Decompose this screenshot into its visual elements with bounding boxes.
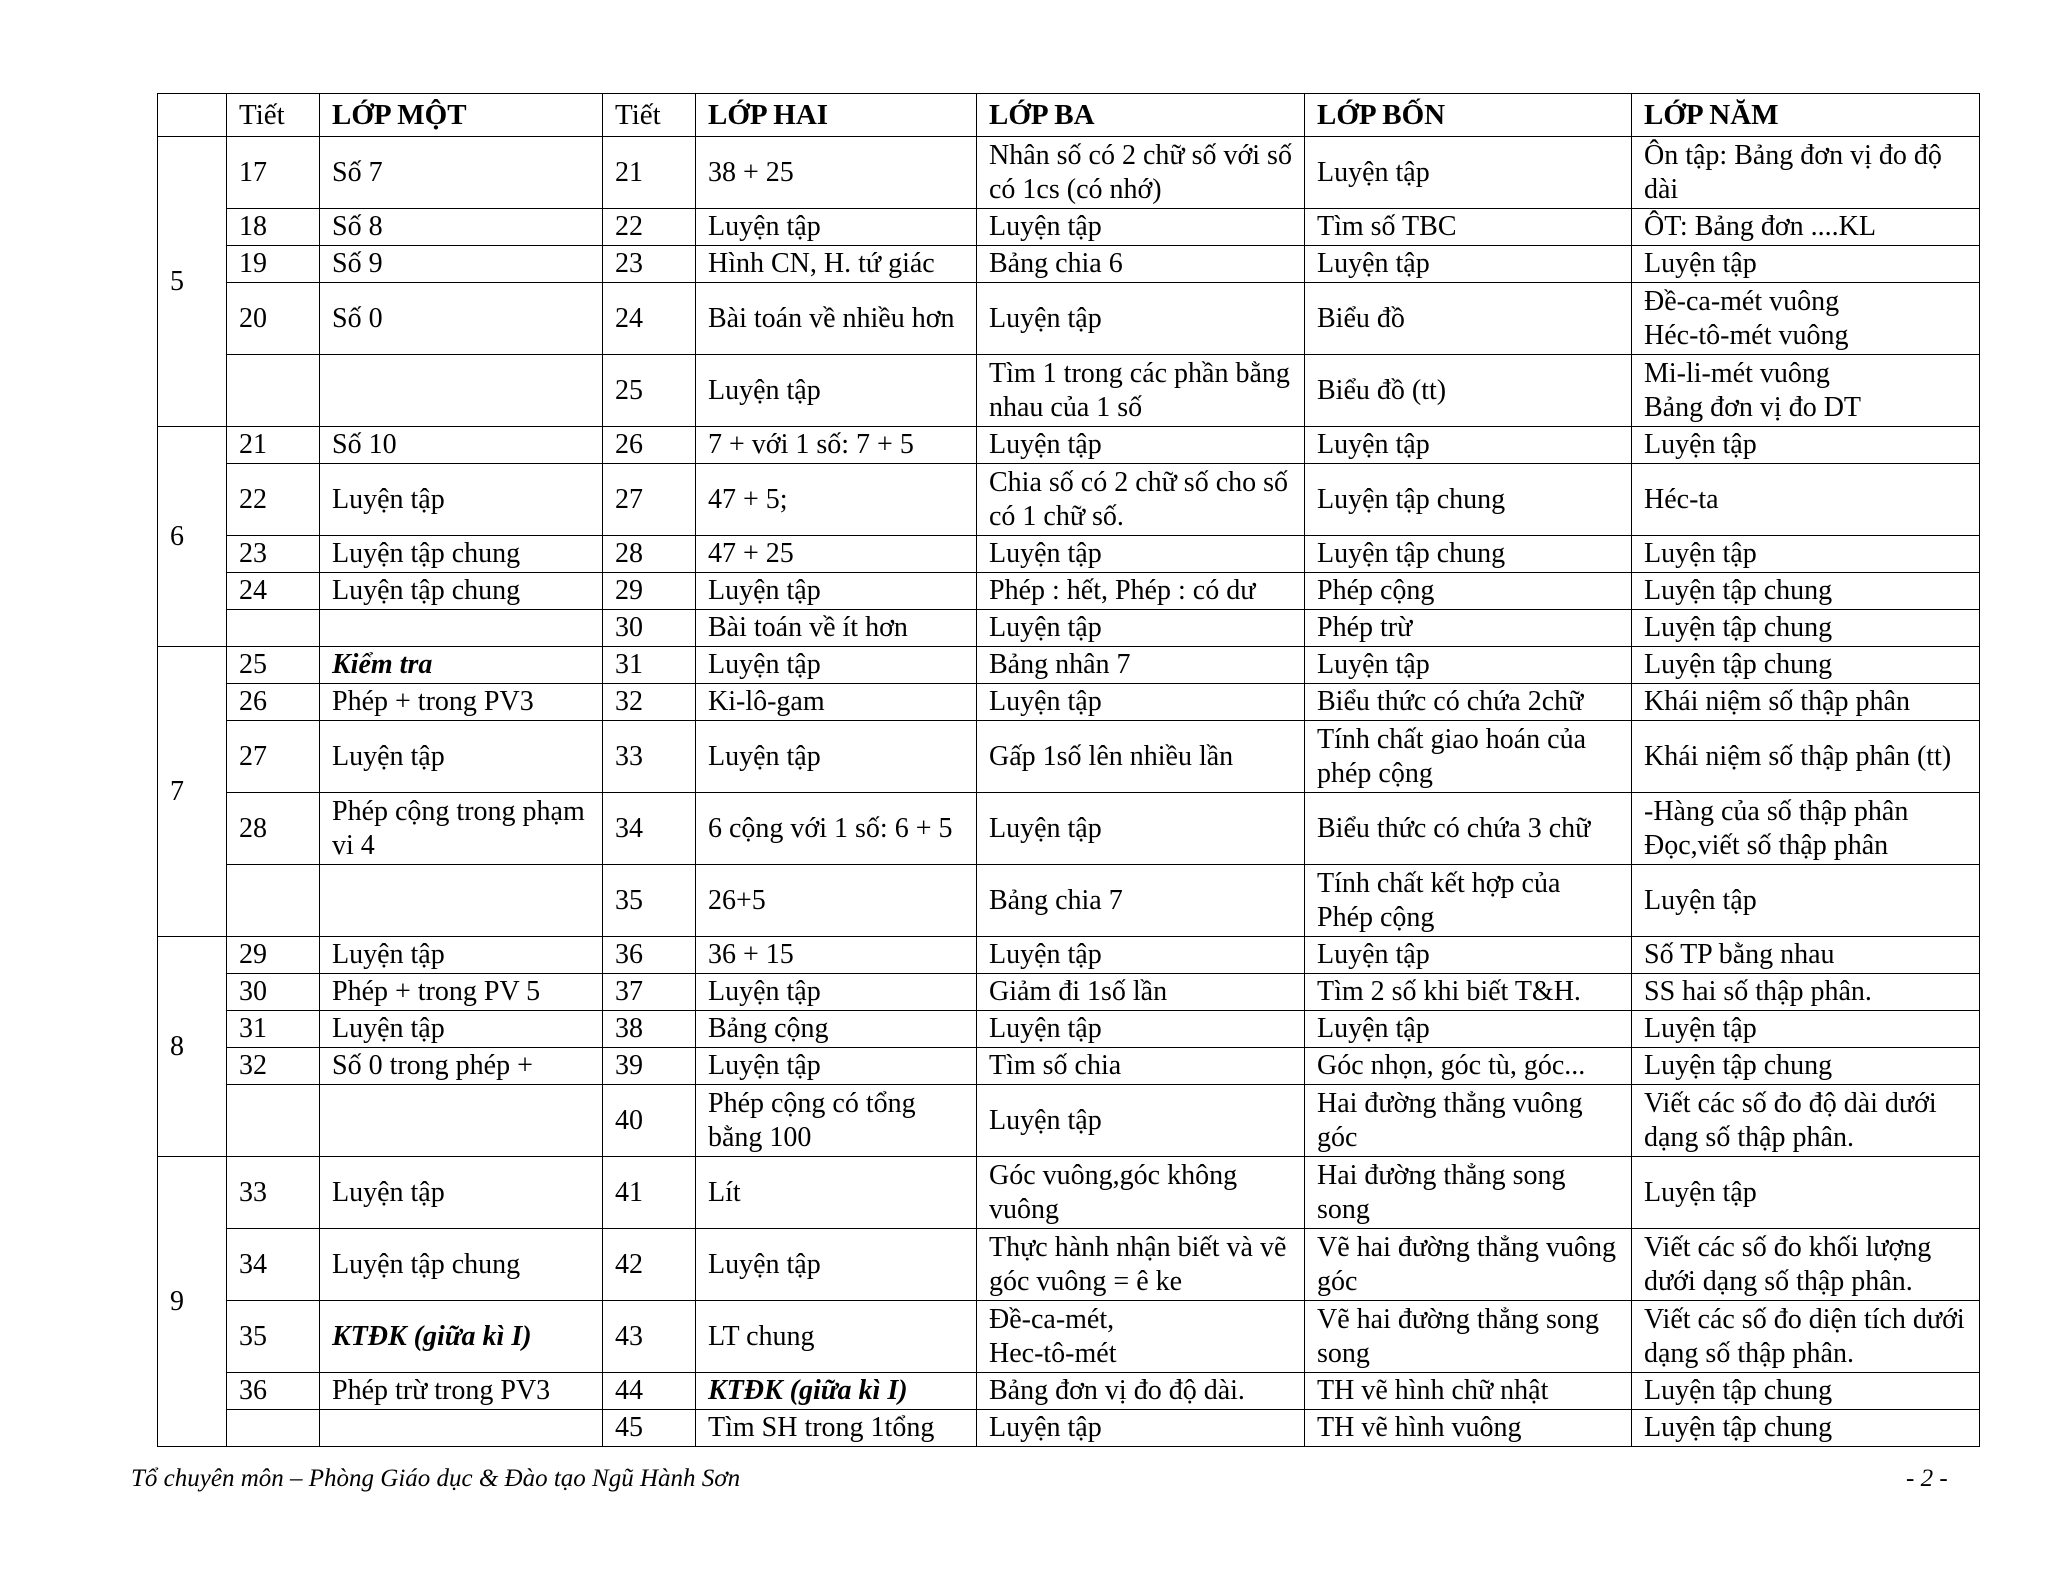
lesson-grade-1: Số 8 [320, 209, 603, 246]
lesson-grade-1 [320, 1085, 603, 1157]
week-number: 7 [158, 647, 227, 937]
period-grade-1: 19 [227, 246, 320, 283]
period-grade-1: 24 [227, 573, 320, 610]
lesson-grade-5: ÔT: Bảng đơn ....KL [1632, 209, 1980, 246]
header-period-1: Tiết [227, 94, 320, 137]
lesson-grade-5: Luyện tập chung [1632, 1048, 1980, 1085]
period-grade-2: 32 [603, 684, 696, 721]
lesson-grade-2: Bài toán về ít hơn [696, 610, 977, 647]
lesson-grade-2: Phép cộng có tổng bằng 100 [696, 1085, 977, 1157]
period-grade-1: 34 [227, 1229, 320, 1301]
lesson-grade-1 [320, 1410, 603, 1447]
table-row [158, 721, 1980, 793]
lesson-grade-1: Luyện tập chung [320, 1229, 603, 1301]
header-grade-3: LỚP BA [977, 94, 1305, 137]
period-grade-1: 28 [227, 793, 320, 865]
lesson-grade-4: Biểu đồ [1305, 283, 1632, 355]
table-row [158, 1157, 1980, 1229]
lesson-grade-1: Phép + trong PV3 [320, 684, 603, 721]
lesson-grade-4: Phép cộng [1305, 573, 1632, 610]
lesson-grade-3: Tìm số chia [977, 1048, 1305, 1085]
table-row [158, 647, 1980, 684]
period-grade-1: 26 [227, 684, 320, 721]
lesson-grade-3: Bảng nhân 7 [977, 647, 1305, 684]
lesson-grade-4: Luyện tập chung [1305, 536, 1632, 573]
lesson-grade-2: 36 + 15 [696, 937, 977, 974]
lesson-grade-3: Luyện tập [977, 610, 1305, 647]
table-row [158, 283, 1980, 355]
period-grade-1: 22 [227, 464, 320, 536]
period-grade-2: 36 [603, 937, 696, 974]
lesson-grade-4: Luyện tập [1305, 937, 1632, 974]
period-grade-2: 24 [603, 283, 696, 355]
lesson-grade-5: -Hàng của số thập phân Đọc,viết số thập phân [1632, 793, 1980, 865]
lesson-grade-4: Phép trừ [1305, 610, 1632, 647]
lesson-grade-1: Số 10 [320, 427, 603, 464]
lesson-grade-3: Luyện tập [977, 1085, 1305, 1157]
period-grade-2: 44 [603, 1373, 696, 1410]
table-row [158, 1373, 1980, 1410]
lesson-grade-5: Ôn tập: Bảng đơn vị đo độ dài [1632, 137, 1980, 209]
lesson-grade-1: Phép trừ trong PV3 [320, 1373, 603, 1410]
lesson-grade-3: Luyện tập [977, 536, 1305, 573]
period-grade-2: 34 [603, 793, 696, 865]
lesson-grade-2: LT chung [696, 1301, 977, 1373]
lesson-grade-2: Hình CN, H. tứ giác [696, 246, 977, 283]
lesson-grade-5: Mi-li-mét vuông Bảng đơn vị đo DT [1632, 355, 1980, 427]
lesson-grade-1: Luyện tập [320, 937, 603, 974]
period-grade-1: 33 [227, 1157, 320, 1229]
lesson-grade-5: Luyện tập [1632, 536, 1980, 573]
lesson-grade-3: Giảm đi 1số lần [977, 974, 1305, 1011]
lesson-grade-3: Gấp 1số lên nhiều lần [977, 721, 1305, 793]
lesson-grade-3: Nhân số có 2 chữ số với số có 1cs (có nhớ) [977, 137, 1305, 209]
lesson-grade-5: Luyện tập [1632, 246, 1980, 283]
header-period-2: Tiết [603, 94, 696, 137]
table-row [158, 137, 1980, 209]
lesson-grade-4: Góc nhọn, góc tù, góc... [1305, 1048, 1632, 1085]
lesson-grade-4: Tính chất kết hợp của Phép cộng [1305, 865, 1632, 937]
period-grade-1 [227, 865, 320, 937]
period-grade-1 [227, 355, 320, 427]
lesson-grade-4: Vẽ hai đường thẳng vuông góc [1305, 1229, 1632, 1301]
lesson-grade-3: Luyện tập [977, 209, 1305, 246]
lesson-grade-2: Luyện tập [696, 647, 977, 684]
lesson-grade-3: Bảng đơn vị đo độ dài. [977, 1373, 1305, 1410]
week-number: 6 [158, 427, 227, 647]
lesson-grade-1: Luyện tập [320, 721, 603, 793]
lesson-grade-4: Vẽ hai đường thẳng song song [1305, 1301, 1632, 1373]
table-row [158, 464, 1980, 536]
period-grade-1: 27 [227, 721, 320, 793]
lesson-grade-1: Luyện tập chung [320, 573, 603, 610]
period-grade-2: 37 [603, 974, 696, 1011]
lesson-grade-2: Tìm SH trong 1tổng [696, 1410, 977, 1447]
lesson-grade-2: Luyện tập [696, 974, 977, 1011]
lesson-grade-4: TH vẽ hình vuông [1305, 1410, 1632, 1447]
lesson-grade-5: Luyện tập chung [1632, 1373, 1980, 1410]
lesson-grade-4: Tìm số TBC [1305, 209, 1632, 246]
period-grade-2: 22 [603, 209, 696, 246]
lesson-grade-1: Luyện tập [320, 1157, 603, 1229]
lesson-grade-3: Đề-ca-mét, Hec-tô-mét [977, 1301, 1305, 1373]
lesson-grade-2: KTĐK (giữa kì I) [696, 1373, 977, 1410]
period-grade-2: 25 [603, 355, 696, 427]
lesson-grade-1: Luyện tập [320, 464, 603, 536]
lesson-grade-3: Thực hành nhận biết và vẽ góc vuông = ê ke [977, 1229, 1305, 1301]
period-grade-2: 28 [603, 536, 696, 573]
period-grade-1: 21 [227, 427, 320, 464]
header-row [158, 94, 1980, 137]
week-number: 9 [158, 1157, 227, 1447]
period-grade-1: 17 [227, 137, 320, 209]
period-grade-2: 40 [603, 1085, 696, 1157]
lesson-grade-4: Luyện tập [1305, 647, 1632, 684]
period-grade-2: 35 [603, 865, 696, 937]
lesson-grade-3: Luyện tập [977, 1011, 1305, 1048]
lesson-grade-1: Phép cộng trong phạm vi 4 [320, 793, 603, 865]
period-grade-2: 21 [603, 137, 696, 209]
lesson-grade-3: Luyện tập [977, 793, 1305, 865]
lesson-grade-5: Luyện tập [1632, 1157, 1980, 1229]
lesson-grade-2: Luyện tập [696, 1048, 977, 1085]
lesson-grade-2: 38 + 25 [696, 137, 977, 209]
period-grade-2: 31 [603, 647, 696, 684]
lesson-grade-5: Luyện tập chung [1632, 573, 1980, 610]
header-grade-2: LỚP HAI [696, 94, 977, 137]
table-row [158, 1085, 1980, 1157]
lesson-grade-3: Chia số có 2 chữ số cho số có 1 chữ số. [977, 464, 1305, 536]
table-body [158, 137, 1980, 1447]
lesson-grade-1: Số 7 [320, 137, 603, 209]
lesson-grade-4: Tính chất giao hoán của phép cộng [1305, 721, 1632, 793]
lesson-grade-3: Phép : hết, Phép : có dư [977, 573, 1305, 610]
lesson-grade-4: TH vẽ hình chữ nhật [1305, 1373, 1632, 1410]
lesson-grade-2: Luyện tập [696, 209, 977, 246]
period-grade-2: 43 [603, 1301, 696, 1373]
lesson-grade-1: Kiểm tra [320, 647, 603, 684]
lesson-grade-5: Luyện tập [1632, 865, 1980, 937]
period-grade-2: 39 [603, 1048, 696, 1085]
footer-page-number: - 2 - [1906, 1465, 1948, 1492]
lesson-grade-5: Viết các số đo độ dài dưới dạng số thập phân. [1632, 1085, 1980, 1157]
lesson-grade-5: Viết các số đo diện tích dưới dạng số thập phân. [1632, 1301, 1980, 1373]
table-row [158, 427, 1980, 464]
lesson-grade-5: Đề-ca-mét vuông Héc-tô-mét vuông [1632, 283, 1980, 355]
period-grade-1: 35 [227, 1301, 320, 1373]
table-row [158, 610, 1980, 647]
lesson-grade-3: Tìm 1 trong các phần bằng nhau của 1 số [977, 355, 1305, 427]
lesson-grade-2: Luyện tập [696, 355, 977, 427]
period-grade-1: 25 [227, 647, 320, 684]
period-grade-1 [227, 1410, 320, 1447]
header-grade-5: LỚP NĂM [1632, 94, 1980, 137]
lesson-grade-4: Luyện tập [1305, 427, 1632, 464]
lesson-grade-3: Bảng chia 6 [977, 246, 1305, 283]
footer-department: Tổ chuyên môn – Phòng Giáo dục & Đào tạo Ngũ Hành Sơn [131, 1465, 741, 1492]
lesson-grade-2: Lít [696, 1157, 977, 1229]
lesson-grade-1: KTĐK (giữa kì I) [320, 1301, 603, 1373]
header-grade-4: LỚP BỐN [1305, 94, 1632, 137]
lesson-grade-1: Số 0 [320, 283, 603, 355]
lesson-grade-2: 47 + 25 [696, 536, 977, 573]
lesson-grade-2: Ki-lô-gam [696, 684, 977, 721]
table-row [158, 793, 1980, 865]
table-row [158, 355, 1980, 427]
period-grade-2: 29 [603, 573, 696, 610]
lesson-grade-5: Viết các số đo khối lượng dưới dạng số thập phân. [1632, 1229, 1980, 1301]
lesson-grade-1 [320, 865, 603, 937]
table-row [158, 246, 1980, 283]
period-grade-1: 29 [227, 937, 320, 974]
table-row [158, 1011, 1980, 1048]
lesson-grade-5: Khái niệm số thập phân (tt) [1632, 721, 1980, 793]
lesson-grade-3: Luyện tập [977, 937, 1305, 974]
table-row [158, 937, 1980, 974]
period-grade-1 [227, 1085, 320, 1157]
week-number: 8 [158, 937, 227, 1157]
lesson-grade-1 [320, 355, 603, 427]
lesson-grade-5: Luyện tập [1632, 427, 1980, 464]
lesson-grade-3: Luyện tập [977, 283, 1305, 355]
curriculum-table [157, 93, 1980, 1447]
period-grade-1: 18 [227, 209, 320, 246]
period-grade-2: 38 [603, 1011, 696, 1048]
lesson-grade-2: 6 cộng với 1 số: 6 + 5 [696, 793, 977, 865]
period-grade-2: 41 [603, 1157, 696, 1229]
lesson-grade-5: SS hai số thập phân. [1632, 974, 1980, 1011]
table-row [158, 536, 1980, 573]
lesson-grade-4: Luyện tập [1305, 137, 1632, 209]
period-grade-1: 36 [227, 1373, 320, 1410]
lesson-grade-3: Luyện tập [977, 684, 1305, 721]
lesson-grade-5: Héc-ta [1632, 464, 1980, 536]
lesson-grade-2: Bài toán về nhiều hơn [696, 283, 977, 355]
lesson-grade-5: Luyện tập chung [1632, 610, 1980, 647]
period-grade-2: 26 [603, 427, 696, 464]
lesson-grade-2: Bảng cộng [696, 1011, 977, 1048]
lesson-grade-1: Số 0 trong phép + [320, 1048, 603, 1085]
table-row [158, 974, 1980, 1011]
period-grade-2: 33 [603, 721, 696, 793]
lesson-grade-4: Biểu thức có chứa 2chữ [1305, 684, 1632, 721]
lesson-grade-4: Hai đường thẳng song song [1305, 1157, 1632, 1229]
lesson-grade-3: Góc vuông,góc không vuông [977, 1157, 1305, 1229]
period-grade-1: 31 [227, 1011, 320, 1048]
lesson-grade-1 [320, 610, 603, 647]
period-grade-1: 30 [227, 974, 320, 1011]
lesson-grade-4: Tìm 2 số khi biết T&H. [1305, 974, 1632, 1011]
lesson-grade-4: Biểu thức có chứa 3 chữ [1305, 793, 1632, 865]
table-row [158, 684, 1980, 721]
lesson-grade-5: Luyện tập chung [1632, 647, 1980, 684]
period-grade-2: 30 [603, 610, 696, 647]
lesson-grade-4: Luyện tập [1305, 1011, 1632, 1048]
lesson-grade-2: 26+5 [696, 865, 977, 937]
period-grade-2: 42 [603, 1229, 696, 1301]
period-grade-2: 23 [603, 246, 696, 283]
lesson-grade-4: Luyện tập [1305, 246, 1632, 283]
lesson-grade-1: Luyện tập chung [320, 536, 603, 573]
period-grade-1: 23 [227, 536, 320, 573]
table-row [158, 1410, 1980, 1447]
header-grade-1: LỚP MỘT [320, 94, 603, 137]
lesson-grade-3: Bảng chia 7 [977, 865, 1305, 937]
table-row [158, 1048, 1980, 1085]
lesson-grade-1: Phép + trong PV 5 [320, 974, 603, 1011]
lesson-grade-5: Khái niệm số thập phân [1632, 684, 1980, 721]
lesson-grade-3: Luyện tập [977, 1410, 1305, 1447]
table-row [158, 1229, 1980, 1301]
lesson-grade-3: Luyện tập [977, 427, 1305, 464]
table-row [158, 209, 1980, 246]
week-number: 5 [158, 137, 227, 427]
table-row [158, 1301, 1980, 1373]
period-grade-2: 27 [603, 464, 696, 536]
lesson-grade-1: Luyện tập [320, 1011, 603, 1048]
period-grade-1: 20 [227, 283, 320, 355]
lesson-grade-2: 7 + với 1 số: 7 + 5 [696, 427, 977, 464]
lesson-grade-2: Luyện tập [696, 573, 977, 610]
lesson-grade-2: Luyện tập [696, 721, 977, 793]
lesson-grade-4: Luyện tập chung [1305, 464, 1632, 536]
lesson-grade-4: Biểu đồ (tt) [1305, 355, 1632, 427]
header-week [158, 94, 227, 137]
lesson-grade-5: Số TP bằng nhau [1632, 937, 1980, 974]
period-grade-1 [227, 610, 320, 647]
lesson-grade-1: Số 9 [320, 246, 603, 283]
lesson-grade-2: Luyện tập [696, 1229, 977, 1301]
table-row [158, 865, 1980, 937]
lesson-grade-5: Luyện tập chung [1632, 1410, 1980, 1447]
table-row [158, 573, 1980, 610]
period-grade-1: 32 [227, 1048, 320, 1085]
lesson-grade-2: 47 + 5; [696, 464, 977, 536]
lesson-grade-5: Luyện tập [1632, 1011, 1980, 1048]
lesson-grade-4: Hai đường thẳng vuông góc [1305, 1085, 1632, 1157]
period-grade-2: 45 [603, 1410, 696, 1447]
